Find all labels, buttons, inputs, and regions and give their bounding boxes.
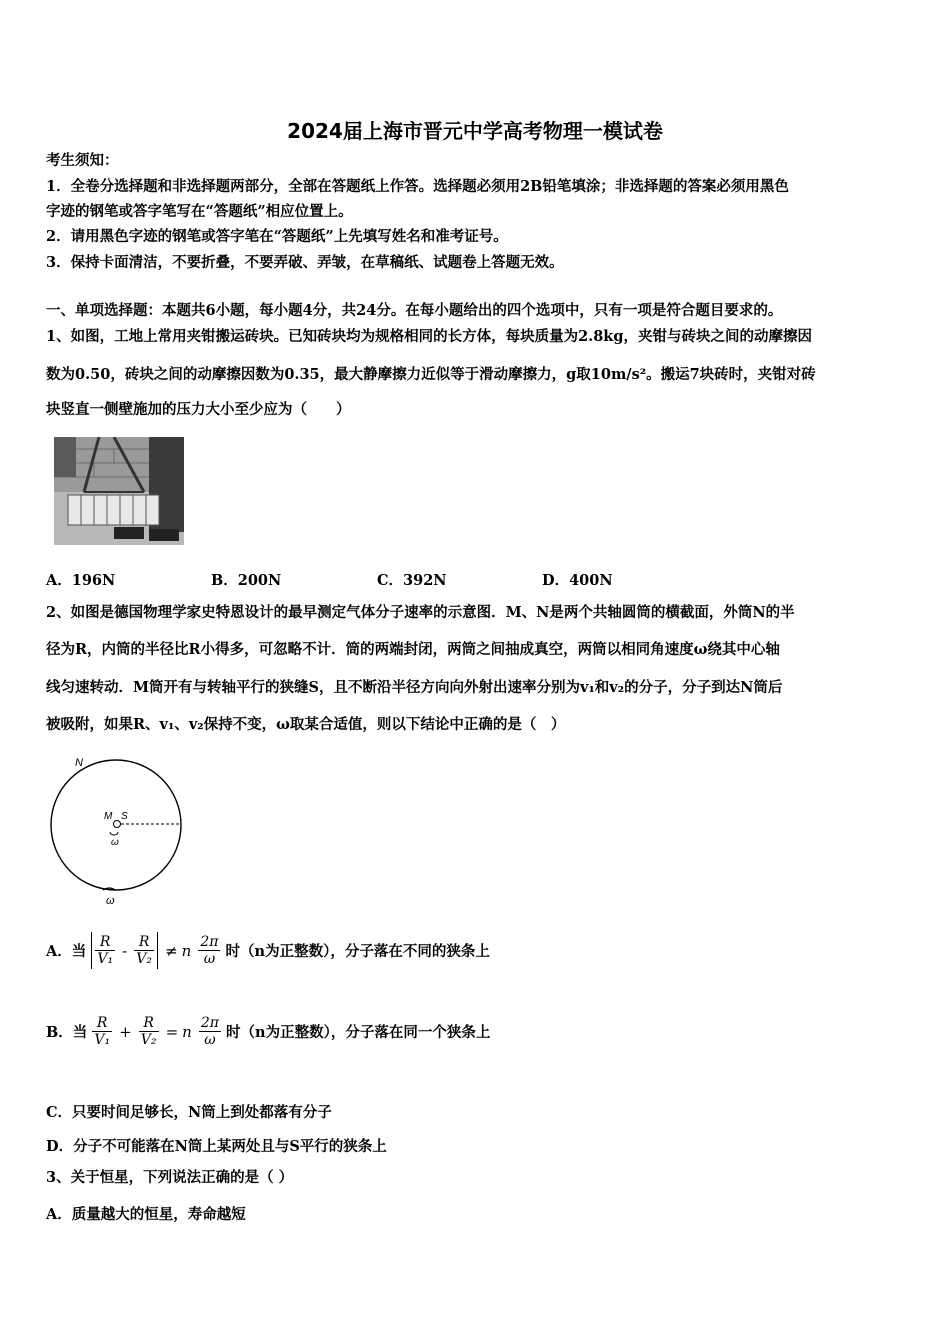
- frac-r-v1: $\frac{R}{\text{V₁}}$: [97, 934, 114, 967]
- notice-item: 2．请用黑色字迹的钢笔或答字笔在“答题纸”上先填写姓名和准考证号。: [46, 228, 508, 245]
- q2-option-d[interactable]: D．分子不可能落在N筒上某两处且与S平行的狭条上: [46, 1138, 387, 1155]
- page-title: 2024届上海市晋元中学高考物理一模试卷: [287, 119, 663, 143]
- q1-stem-line: 1、如图，工地上常用夹钳搬运砖块。已知砖块均为规格相同的长方体，每块质量为2.8kg，夹钳与砖块之间的动摩擦因: [46, 328, 812, 345]
- q2-option-a[interactable]: A．当 $\frac{R}{\text{V₁}}$ - $\frac{R}{\text{V₂}}$ ≠ n $\frac{2\pi}{\omega}$ 时（n为正整数），分子落在不同的狭条上: [46, 934, 490, 967]
- label-omega-inner: ω: [111, 837, 119, 848]
- option-a-suffix: 时（n为正整数），分子落在不同的狭条上: [225, 943, 490, 960]
- q3-option-a[interactable]: A．质量越大的恒星，寿命越短: [46, 1206, 246, 1223]
- q1-option-a[interactable]: A．196N: [46, 572, 116, 589]
- label-m: M: [104, 811, 113, 822]
- notice-heading: 考生须知：: [46, 152, 119, 169]
- option-b-prefix: B．当: [46, 1024, 88, 1041]
- q2-stem-line: 径为R，内筒的半径比R小得多，可忽略不计．筒的两端封闭，两筒之间抽成真空，两筒以相同角速度ω绕其中心轴: [46, 641, 780, 658]
- q3-stem: 3、关于恒星，下列说法正确的是（ ）: [46, 1169, 294, 1186]
- cylinder-diagram: [48, 752, 193, 910]
- label-n: N: [75, 757, 83, 769]
- outer-cylinder-n: [51, 760, 181, 890]
- label-s: S: [121, 811, 128, 822]
- rotation-arrow-inner: [110, 832, 118, 835]
- brick-clamp-photo: [54, 437, 184, 545]
- q1-option-c[interactable]: C．392N: [377, 572, 447, 589]
- frac-2pi-omega: $\frac{2\pi}{\omega}$: [200, 934, 219, 967]
- section-heading: 一、单项选择题：本题共6小题，每小题4分，共24分。在每小题给出的四个选项中，只有一项是符合题目要求的。: [46, 302, 783, 319]
- inner-cylinder-m: [114, 821, 121, 828]
- frac-r-v2: $\frac{R}{\text{V₂}}$: [140, 1015, 157, 1048]
- notice-item: 3．保持卡面清洁，不要折叠，不要弄破、弄皱，在草稿纸、试题卷上答题无效。: [46, 254, 564, 271]
- notice-item: 字迹的钢笔或答字笔写在“答题纸”相应位置上。: [46, 203, 353, 220]
- q1-option-b[interactable]: B．200N: [211, 572, 282, 589]
- label-omega-outer: ω: [106, 895, 115, 907]
- q2-option-c[interactable]: C．只要时间足够长，N筒上到处都落有分子: [46, 1104, 332, 1121]
- frac-r-v2: $\frac{R}{\text{V₂}}$: [136, 934, 152, 967]
- q2-option-b[interactable]: B．当 $\frac{R}{\text{V₁}}$ + $\frac{R}{\text{V₂}}$ = n $\frac{2\pi}{\omega}$ 时（n为正整数），分子落在同一个狭条上: [46, 1015, 491, 1048]
- q2-stem-line: 被吸附，如果R、v₁、v₂保持不变，ω取某合适值，则以下结论中正确的是（ ）: [46, 716, 566, 733]
- frac-r-v1: $\frac{R}{\text{V₁}}$: [94, 1015, 111, 1048]
- frac-2pi-omega: $\frac{2\pi}{\omega}$: [200, 1015, 219, 1048]
- q1-option-d[interactable]: D．400N: [542, 572, 613, 589]
- option-b-suffix: 时（n为正整数），分子落在同一个狭条上: [226, 1024, 491, 1041]
- option-a-prefix: A．当: [46, 943, 87, 960]
- q2-stem-line: 2、如图是德国物理学家史特恩设计的最早测定气体分子速率的示意图．M、N是两个共轴圆筒的横截面，外筒N的半: [46, 604, 795, 621]
- abs-expression: $\frac{R}{\text{V₁}}$ - $\frac{R}{\text{V₂}}$: [91, 932, 158, 969]
- q1-stem-line: 数为0.50，砖块之间的动摩擦因数为0.35，最大静摩擦力近似等于滑动摩擦力，g取10m/s²。搬运7块砖时，夹钳对砖: [46, 366, 816, 383]
- q1-stem-line: 块竖直一侧壁施加的压力大小至少应为（ ）: [46, 401, 351, 418]
- notice-item: 1．全卷分选择题和非选择题两部分，全部在答题纸上作答。选择题必须用2B铅笔填涂；非选择题的答案必须用黑色: [46, 178, 789, 195]
- q2-stem-line: 线匀速转动．M筒开有与转轴平行的狭缝S，且不断沿半径方向向外射出速率分别为v₁和v₂的分子，分子到达N筒后: [46, 679, 783, 696]
